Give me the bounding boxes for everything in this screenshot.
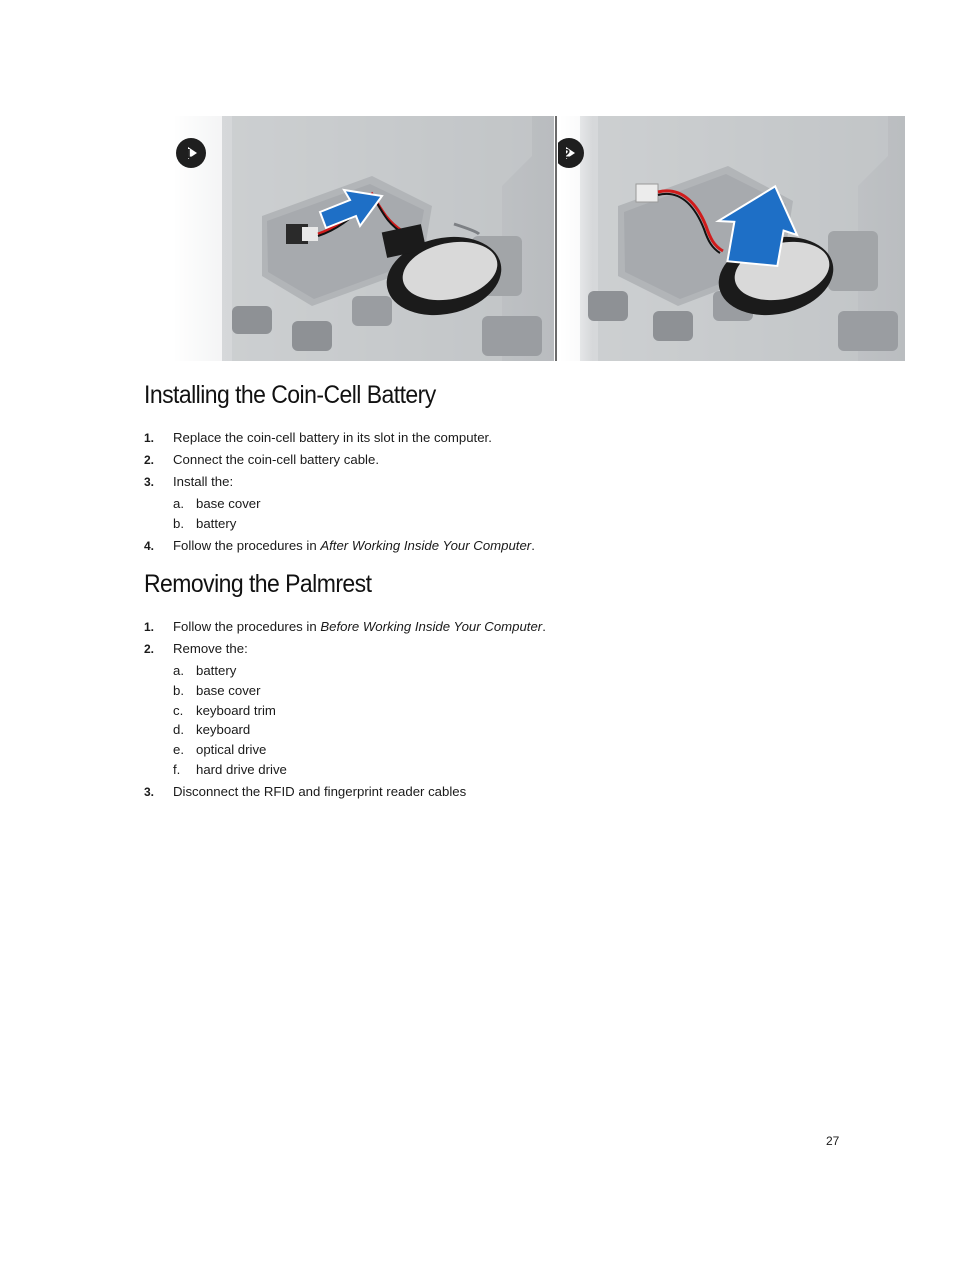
step-text: Follow the procedures in	[173, 619, 321, 634]
figure-panel-remove	[558, 116, 905, 361]
step-number: 3.	[144, 475, 155, 489]
laptop-chassis-illustration	[172, 116, 554, 361]
step-text-end: .	[542, 619, 546, 634]
sub-text: keyboard	[196, 722, 251, 738]
section-title-installing-coin-cell: Installing the Coin-Cell Battery	[144, 381, 436, 409]
step-item	[144, 473, 844, 533]
step-number: 2.	[144, 642, 155, 656]
sub-letter: d.	[173, 722, 184, 738]
sub-letter: f.	[173, 761, 181, 777]
step-number: 2.	[144, 453, 155, 467]
sub-text: battery	[196, 663, 237, 678]
sub-item	[173, 515, 844, 533]
step-item	[144, 783, 844, 801]
step-2-badge	[558, 138, 584, 168]
sub-item	[173, 702, 844, 720]
sub-text: optical drive	[196, 742, 267, 758]
sub-letter: b.	[173, 682, 184, 698]
laptop-chassis-illustration	[558, 116, 905, 361]
steps-list-installing	[144, 429, 844, 559]
step-item	[144, 537, 844, 555]
sub-letter: c.	[173, 702, 184, 718]
step-text: Remove the:	[173, 641, 248, 656]
sub-text: keyboard trim	[196, 702, 276, 718]
step-item	[144, 451, 844, 469]
sub-item	[173, 741, 844, 759]
step-item	[144, 618, 844, 636]
sub-list	[173, 662, 844, 779]
steps-list-removing	[144, 618, 844, 805]
step-number: 1.	[144, 431, 155, 445]
sub-item	[173, 721, 844, 739]
step-text-end: .	[531, 537, 535, 553]
sub-text: base cover	[196, 496, 261, 511]
sub-letter: b.	[173, 515, 184, 531]
procedure-reference: After Working Inside Your Computer	[320, 537, 532, 553]
sub-item	[173, 682, 844, 700]
page-number: 27	[826, 1134, 840, 1148]
figure-panel-connect	[172, 116, 554, 361]
sub-item	[173, 495, 844, 513]
step-item	[144, 640, 844, 779]
figure-divider	[555, 116, 557, 361]
sub-letter: a.	[173, 663, 184, 678]
sub-text: base cover	[196, 682, 261, 698]
step-1-badge	[176, 138, 206, 168]
step-text: Install the:	[173, 474, 234, 489]
step-text: Disconnect the RFID and fingerprint reader cables	[173, 783, 467, 799]
step-text: Follow the procedures in	[173, 537, 321, 553]
sub-list	[173, 495, 844, 533]
step-number: 1.	[144, 620, 155, 634]
step-1-label: 1	[185, 146, 193, 161]
sub-item	[173, 662, 844, 680]
coin-cell-battery-figure	[172, 116, 905, 361]
sub-letter: e.	[173, 742, 184, 758]
sub-letter: a.	[173, 496, 184, 511]
step-item	[144, 429, 844, 447]
step-number: 4.	[144, 538, 155, 553]
sub-item	[173, 761, 844, 779]
procedure-reference: Before Working Inside Your Computer	[320, 619, 543, 634]
step-text: Replace the coin-cell battery in its slot in the computer.	[173, 430, 492, 445]
step-text: Connect the coin-cell battery cable.	[173, 452, 379, 467]
step-number: 3.	[144, 784, 155, 799]
sub-text: battery	[196, 515, 237, 531]
section-title-removing-palmrest: Removing the Palmrest	[144, 570, 372, 598]
sub-text: hard drive drive	[196, 761, 287, 777]
step-2-label: 2	[563, 146, 571, 161]
